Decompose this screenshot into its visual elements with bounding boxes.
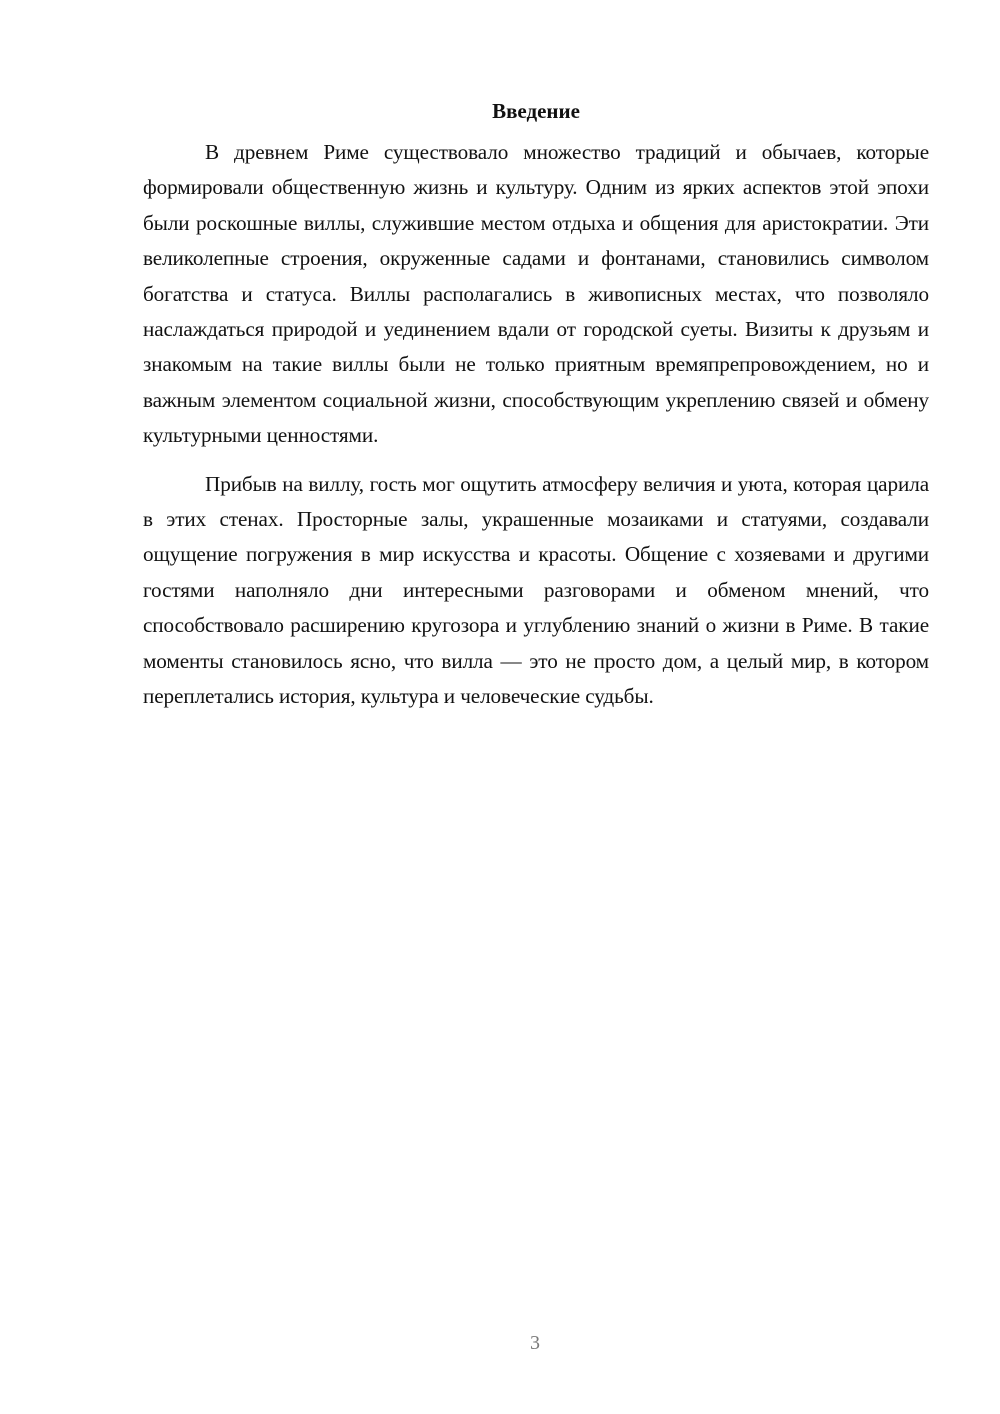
paragraph-1: В древнем Риме существовало множество традиций и обычаев, которые формировали общественную жизнь и культуру. Одним из ярких аспектов этой эпохи были роскошные виллы, служившие местом отдыха и общения для аристократии. Эти великолепные строения, окруженные садами и фонтанами, становились символом богатства и статуса. Виллы располагались в живописных местах, что позволяло наслаждаться природой и уединением вдали от городской суеты. Визиты к друзьям и знакомым на такие виллы были не только приятным времяпрепровождением, но и важным элементом социальной жизни, способствующим укреплению связей и обмену культурными ценностями. bbox=[143, 140, 929, 448]
paragraph-2: Прибыв на виллу, гость мог ощутить атмосферу величия и уюта, которая царила в этих стенах. Просторные залы, украшенные мозаиками и статуями, создавали ощущение погружения в мир искусства и красоты. Общение с хозяевами и другими гостями наполняло дни интересными разговорами и обменом мнений, что способствовало расширению кругозора и углублению знаний о жизни в Риме. В такие моменты становилось ясно, что вилла — это не просто дом, а целый мир, в котором переплетались история, культура и человеческие судьбы. bbox=[143, 471, 929, 709]
page-content bbox=[143, 96, 929, 715]
section-heading: Введение bbox=[492, 99, 580, 123]
page-number: 3 bbox=[530, 1332, 540, 1354]
